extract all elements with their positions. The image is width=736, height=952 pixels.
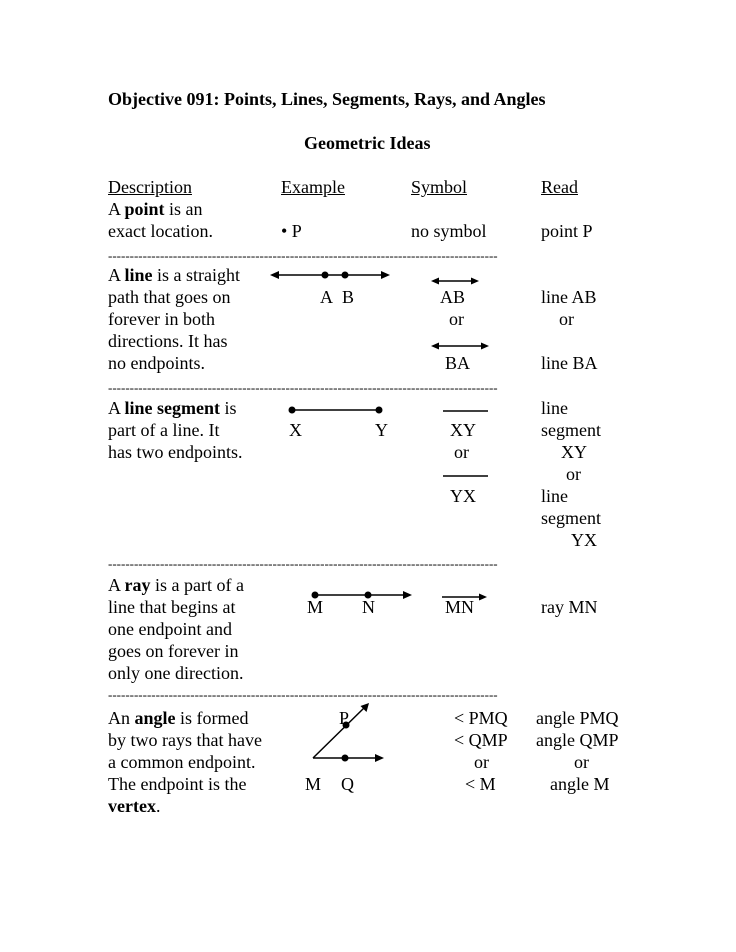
segment-example-label-x: X	[289, 420, 302, 440]
point-read: point P	[541, 221, 593, 241]
angle-description: An angle is formed by two rays that have a common endpoint. The endpoint is the vertex.	[108, 708, 262, 816]
line-description: A line is a straight path that goes on forever in both directions. It has no endpoints.	[108, 265, 241, 373]
angle-symbol-2: < QMP	[454, 730, 508, 750]
segment-symbol-1: XY	[450, 420, 476, 440]
term-line-segment: line segment	[124, 398, 220, 418]
segment-read-line-6: segment	[541, 508, 601, 528]
ray-example-label-n: N	[362, 597, 375, 617]
angle-read-3: angle M	[550, 774, 610, 794]
term-point: point	[124, 199, 165, 219]
line-symbol-2: BA	[445, 353, 471, 373]
header-example: Example	[281, 177, 345, 197]
angle-symbol-1: < PMQ	[454, 708, 508, 728]
line-symbol-1: AB	[440, 287, 466, 307]
line-example-label-b: B	[342, 287, 355, 307]
worksheet-title: Objective 091: Points, Lines, Segments, Rays, and Angles	[108, 89, 546, 109]
angle-example-label-m: M	[305, 774, 322, 794]
angle-read-1: angle PMQ	[536, 708, 619, 728]
header-description: Description	[108, 177, 192, 197]
angle-symbol-3: < M	[465, 774, 496, 794]
segment-example-label-y: Y	[375, 420, 388, 440]
line-read-2: line BA	[541, 353, 598, 373]
angle-read-2: angle QMP	[536, 730, 619, 750]
segment-symbol-or: or	[454, 442, 469, 462]
ray-symbol: MN	[445, 597, 475, 617]
header-read: Read	[541, 177, 578, 197]
term-vertex: vertex	[108, 796, 156, 816]
ray-example-label-m: M	[307, 597, 324, 617]
segment-description: A line segment is part of a line. It has two endpoints.	[108, 398, 243, 462]
angle-read-or: or	[574, 752, 589, 772]
point-q-dot	[342, 755, 349, 762]
segment-symbol-2: YX	[450, 486, 476, 506]
line-read-or: or	[559, 309, 574, 329]
line-symbol-or: or	[449, 309, 464, 329]
ray-description: A ray is a part of a line that begins at one endpoint and goes on forever in only one direction.	[108, 575, 244, 683]
point-symbol: no symbol	[411, 221, 487, 241]
worksheet-subtitle: Geometric Ideas	[304, 133, 431, 153]
segment-read-line-3: XY	[561, 442, 587, 462]
separator-1: ------------------------------------------------------------------------------------------	[108, 250, 498, 262]
ray-mq-arrow-icon	[375, 754, 384, 762]
segment-read-line-5: line	[541, 486, 568, 506]
term-ray: ray	[124, 575, 151, 595]
line-read-1: line AB	[541, 287, 597, 307]
point-description: A point is an exact location.	[108, 199, 213, 241]
segment-read-line-7: YX	[571, 530, 597, 550]
angle-example-label-q: Q	[341, 774, 354, 794]
term-line: line	[124, 265, 153, 285]
segment-read-line-2: segment	[541, 420, 601, 440]
segment-read-line-4: or	[566, 464, 581, 484]
separator-3: ------------------------------------------------------------------------------------------	[108, 558, 498, 570]
header-symbol: Symbol	[411, 177, 468, 197]
line-example-label-a: A	[320, 287, 333, 307]
separator-4: ------------------------------------------------------------------------------------------	[108, 689, 498, 701]
angle-example-label-p: P	[339, 708, 350, 728]
segment-read-line-1: line	[541, 398, 568, 418]
separator-2: ------------------------------------------------------------------------------------------	[108, 382, 498, 394]
term-angle: angle	[134, 708, 176, 728]
angle-symbol-or: or	[474, 752, 489, 772]
point-example-label: • P	[281, 221, 302, 241]
ray-read: ray MN	[541, 597, 598, 617]
